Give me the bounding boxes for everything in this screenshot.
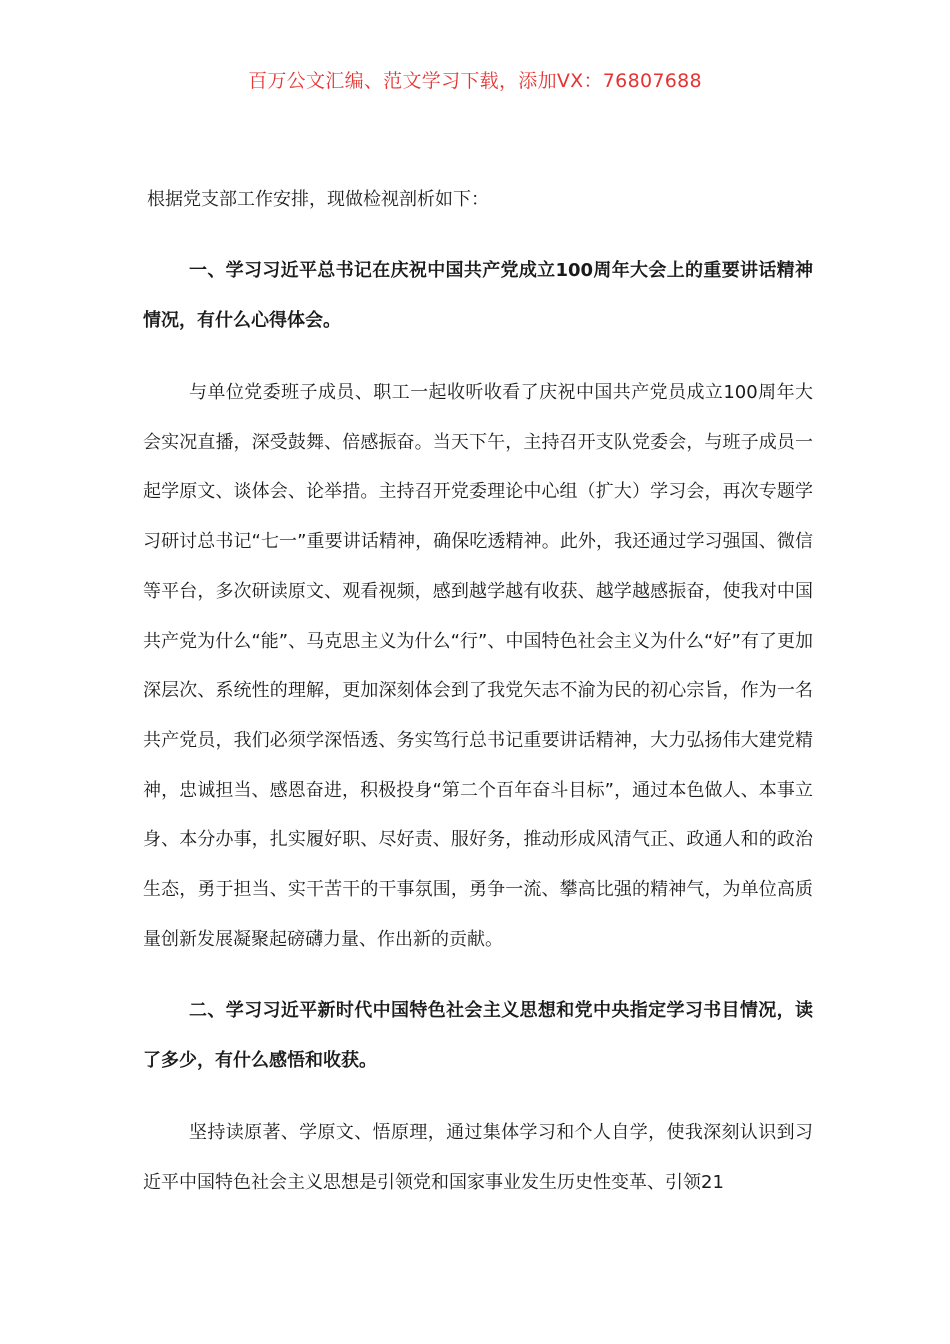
section-paragraph: 与单位党委班子成员、职工一起收听收看了庆祝中国共产党员成立100周年大会实况直播，深受鼓舞、倍感振奋。当天下午，主持召开支队党委会，与班子成员一起学原文、谈体会、论举措。主持召开党委理论中心组（扩大）学习会，再次专题学习研讨总书记“七一”重要讲话精神，确保吃透精神。此外，我还通过学习强国、微信等平台，多次研读原文、观看视频，感到越学越有收获、越学越感振奋，使我对中国共产党为什么“能”、马克思主义为什么“行”、中国特色社会主义为什么“好”有了更加深层次、系统性的理解，更加深刻体会到了我党矢志不渝为民的初心宗旨，作为一名共产党员，我们必须学深悟透、务实笃行总书记重要讲话精神，大力弘扬伟大建党精神，忠诚担当、感恩奋进，积极投身“第二个百年奋斗目标”，通过本色做人、本事立身、本分办事，扎实履好职、尽好责、服好务，推动形成风清气正、政通人和的政治生态，勇于担当、实干苦干的干事氛围，勇争一流、攀高比强的精神气，为单位高质量创新发展凝聚起磅礴力量、作出新的贡献。	[143, 382, 813, 950]
document-body	[143, 182, 813, 1230]
section-heading: 二、学习习近平新时代中国特色社会主义思想和党中央指定学习书目情况，读了多少，有什么感悟和收获。	[143, 1000, 813, 1072]
section-paragraph: 坚持读原著、学原文、悟原理，通过集体学习和个人自学，使我深刻认识到习近平中国特色社会主义思想是引领党和国家事业发生历史性变革、引领21	[143, 1122, 813, 1194]
intro-paragraph: 根据党支部工作安排，现做检视剖析如下：	[147, 189, 489, 210]
section-heading: 一、学习习近平总书记在庆祝中国共产党成立100周年大会上的重要讲话精神情况，有什么心得体会。	[143, 260, 813, 331]
header-banner: 百万公文汇编、范文学习下载，添加VX：76807688	[248, 70, 702, 92]
